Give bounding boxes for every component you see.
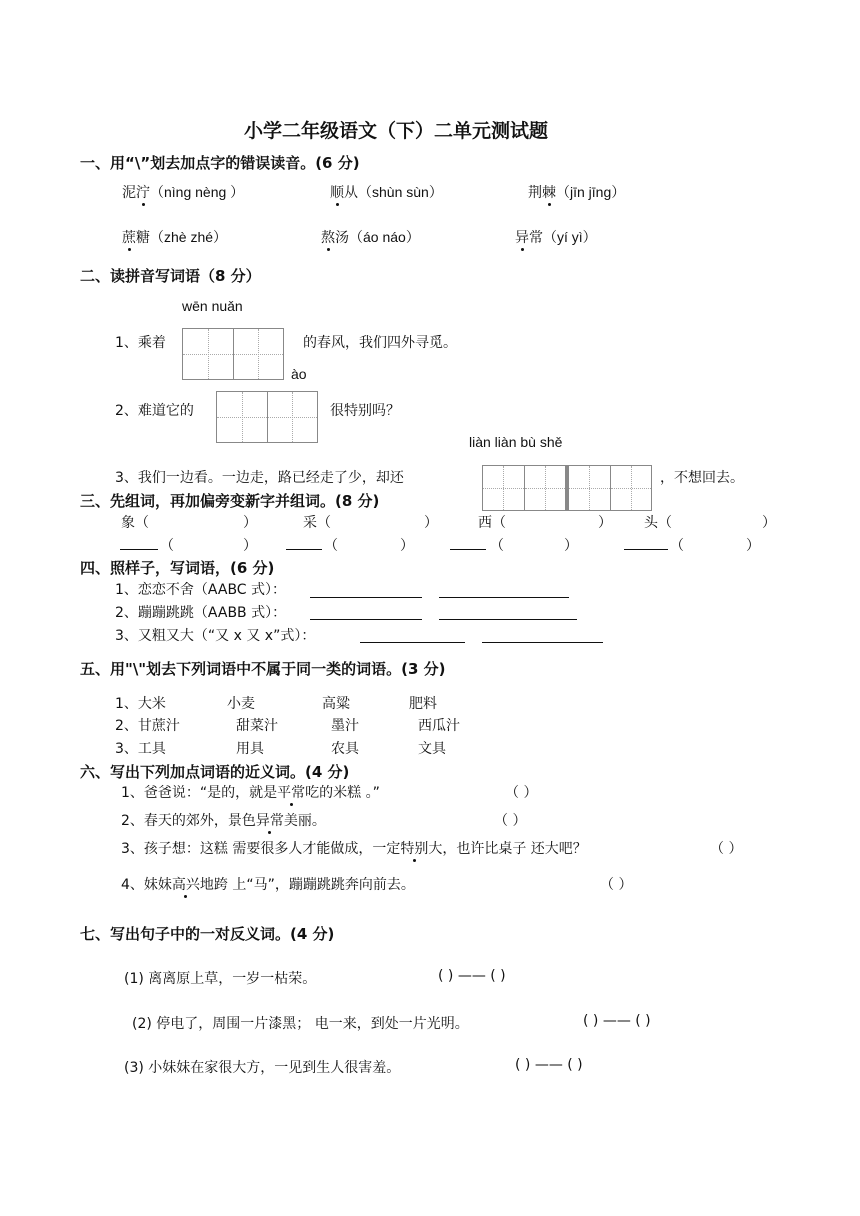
s3-char-4: 头（ [644,515,672,531]
s7-q1-text: (1) 离离原上草，一岁一枯荣。 [124,971,317,987]
s3-close-5: ） [243,538,257,554]
s1-item-6-pinyin: （yí yì） [543,229,597,245]
s5-row-3-word-2[interactable]: 用具 [236,741,264,757]
s2-q3-writing-grid[interactable] [482,465,652,511]
s5-row-1-word-3[interactable]: 高粱 [322,696,350,712]
s2-q1-pinyin: wēn nuǎn [182,298,243,314]
writing-cell[interactable] [610,466,652,510]
s1-item-1 [122,182,244,202]
s6-q2-text: 2、春天的郊外，景色 [121,813,256,829]
s1-item-4-char-2: 糖 [136,230,150,246]
s4-item-2-blank-2[interactable] [439,619,577,620]
s7-q3-answer[interactable]: ( ) —— ( ) [515,1057,583,1073]
s1-item-2-char-2: 从 [344,185,358,201]
section-5-heading: 五、用"\"划去下列词语中不属于同一类的词语。(3 分) [80,660,446,678]
s4-item-3-blank-1[interactable] [360,642,465,643]
s6-q1-answer[interactable]: （ ） [505,785,538,801]
s5-row-1-word-1[interactable]: 1、大米 [115,696,166,712]
s5-row-2-word-1[interactable]: 2、甘蔗汁 [115,718,180,734]
s1-item-5-char-2: 汤 [335,230,349,246]
writing-cell[interactable] [483,466,524,510]
s6-q1 [121,782,380,802]
s1-item-6-dotted-char: 异 [515,230,529,246]
s3-char-1: 象（ [121,515,149,531]
s3-blank-3[interactable] [450,549,486,550]
s1-item-3 [528,182,625,202]
s6-q4-text: 4、妹妹 [121,877,172,893]
s2-q2-suffix: 很特别吗？ [330,403,400,419]
s3-open-3: （ [490,538,504,554]
s3-blank-4[interactable] [624,549,668,550]
s2-q1-suffix: 的春风，我们四外寻觅。 [303,335,457,351]
s6-q4-dotted-word: 高兴 [171,877,200,893]
section-3-heading: 三、先组词，再加偏旁变新字并组词。(8 分) [80,492,380,510]
s1-item-4 [122,227,227,247]
s6-q2-text-end: 美丽。 [283,813,326,829]
s6-q1-dotted-word: 平常 [277,785,306,801]
s6-q4-text-end: 地跨 上“马”，蹦蹦跳跳奔向前去。 [199,877,415,893]
section-4-heading: 四、照样子，写词语，(6 分) [80,559,275,577]
s3-close-2: ） [424,515,438,531]
s1-item-5-pinyin: （áo náo） [349,229,420,245]
s3-close-3: ） [598,515,612,531]
s1-item-2-dotted-char: 顺 [330,185,344,201]
s7-q2-text: (2) 停电了，周围一片漆黑； 电一来，到处一片光明。 [132,1016,469,1032]
s2-q3-pinyin: liàn liàn bù shě [469,434,563,450]
s2-q2-pinyin: ào [291,366,307,382]
s4-item-2-blank-1[interactable] [310,619,422,620]
s6-q4 [121,874,415,894]
s6-q1-text: 1、爸爸说：“是的，就是 [121,785,278,801]
writing-cell[interactable] [565,466,610,510]
s3-blank-2[interactable] [286,549,322,550]
s2-q2-prefix: 2、难道它的 [115,403,194,419]
s2-q2-writing-grid[interactable] [216,391,318,443]
s7-q1-answer[interactable]: ( ) —— ( ) [438,968,506,984]
s3-open-4: （ [670,538,684,554]
s3-open-2: （ [324,538,338,554]
s6-q3-dotted-word: 特别 [400,841,429,857]
s3-close-6: ） [400,538,414,554]
section-7-heading: 七、写出句子中的一对反义词。(4 分) [80,925,335,943]
s7-q2-answer[interactable]: ( ) —— ( ) [583,1013,651,1029]
s2-q3-suffix: ，不想回去。 [660,470,744,486]
s5-row-2-word-3[interactable]: 墨汁 [331,718,359,734]
s6-q1-text-end: 吃的米糕 。” [305,785,380,801]
s6-q2 [121,810,326,830]
s6-q2-answer[interactable]: （ ） [494,813,527,829]
s5-row-3-word-3[interactable]: 农具 [331,741,359,757]
s4-item-1-blank-1[interactable] [310,597,422,598]
s3-char-2: 采（ [303,515,331,531]
s1-item-1-char-1: 泥 [122,185,136,201]
section-6-heading: 六、写出下列加点词语的近义词。(4 分) [80,763,350,781]
s1-item-4-dotted-char: 蔗 [122,230,136,246]
writing-cell[interactable] [217,392,267,442]
s1-item-4-pinyin: （zhè zhé） [150,229,228,245]
s4-item-1: 1、恋恋不舍（AABC 式）： [115,582,287,598]
s6-q3-text: 3、孩子想：这糕 需要很多人才能做成，一定 [121,841,401,857]
writing-cell[interactable] [233,329,284,379]
writing-cell[interactable] [267,392,318,442]
s6-q4-answer[interactable]: （ ） [600,877,633,893]
section-1-heading: 一、用“\”划去加点字的错误读音。(6 分) [80,154,360,172]
s1-item-2-pinyin: （shùn sùn） [358,184,443,200]
s7-q3-text: (3) 小妹妹在家很大方，一见到生人很害羞。 [124,1060,401,1076]
s4-item-3-blank-2[interactable] [482,642,603,643]
s1-item-3-dotted-char: 棘 [542,185,556,201]
s1-item-2 [330,182,443,202]
page-title: 小学二年级语文（下）二单元测试题 [244,120,549,142]
s1-item-6-char-2: 常 [529,230,543,246]
s3-close-8: ） [746,538,760,554]
s2-q3-prefix: 3、我们一边看。一边走，路已经走了少，却还 [115,470,404,486]
writing-cell[interactable] [524,466,566,510]
s1-item-5-dotted-char: 熬 [321,230,335,246]
s4-item-2: 2、蹦蹦跳跳（AABB 式）： [115,605,287,621]
s2-q1-prefix: 1、乘着 [115,335,166,351]
s5-row-3-word-1[interactable]: 3、工具 [115,741,166,757]
s5-row-2-word-4[interactable]: 西瓜汁 [418,718,460,734]
s3-char-3: 西（ [478,515,506,531]
s3-close-4: ） [762,515,776,531]
s3-close-1: ） [243,515,257,531]
s4-item-1-blank-2[interactable] [439,597,569,598]
s1-item-6 [515,227,597,247]
s1-item-1-dotted-char: 泞 [136,185,150,201]
s4-item-3: 3、又粗又大（“又 x 又 x”式）： [115,628,316,644]
s5-row-1-word-4[interactable]: 肥料 [409,696,437,712]
s5-row-3-word-4[interactable]: 文具 [418,741,446,757]
s5-row-2-word-2[interactable]: 甜菜汁 [236,718,278,734]
s3-blank-1[interactable] [120,549,158,550]
s6-q3-answer[interactable]: （ ） [710,841,743,857]
s6-q2-dotted-word: 异常 [255,813,284,829]
s2-q1-writing-grid[interactable] [182,328,284,380]
s1-item-1-pinyin: （nìng nèng ） [150,184,245,200]
s6-q3 [121,838,587,858]
s1-item-5 [321,227,420,247]
section-2-heading: 二、读拼音写词语（8 分） [80,267,261,285]
writing-cell[interactable] [183,329,233,379]
s3-close-7: ） [564,538,578,554]
s6-q3-text-end: 大，也许比桌子 还大吧？ [428,841,587,857]
s3-open-1: （ [160,538,174,554]
s1-item-3-char-1: 荆 [528,185,542,201]
s5-row-1-word-2[interactable]: 小麦 [227,696,255,712]
s1-item-3-pinyin: （jīn jīng） [556,184,626,200]
